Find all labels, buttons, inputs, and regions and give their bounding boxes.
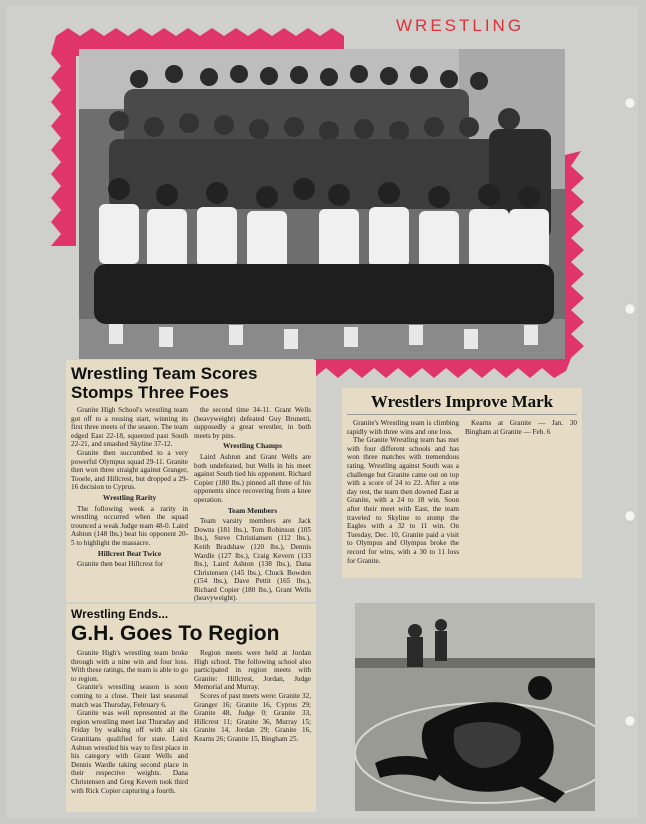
binder-hole — [624, 303, 636, 315]
article-goes-to-region — [66, 604, 316, 812]
article1-subhead: Wrestling Rarity — [102, 492, 157, 502]
article3-kicker: Wrestling Ends... — [71, 607, 169, 621]
article2-headline: Wrestlers Improve Mark — [347, 392, 577, 415]
article3-paragraph: Granite's wrestling season is soon coming to a close. Their last seasonal match was Thursday, February 6. — [71, 683, 188, 709]
scrapbook-heading: WRESTLING — [396, 16, 525, 35]
article1-paragraph: Team varsity members are Jack Downs (181 lbs.), Tom Robinson (105 lbs.), Steve Christiansen (112 lbs.), Keith Bradshaw (120 lbs.), Dennis Wardle (127 lbs.), Craig Kevern (133 lbs.), Laird Ashton (138 lbs.), Dana Christensen (145 lbs.), Chuck Bowden (154 lbs.), Dave Pettit (165 lbs.), Richard Copier (180 lbs.), Grant Wells (heavyweight). — [194, 517, 311, 603]
article2-schedule: Kearns at Granite — Jan. 30 Bingham at Granite — Feb. 6 — [465, 419, 577, 436]
article3-headline: G.H. Goes To Region — [71, 622, 280, 645]
binder-hole — [624, 510, 636, 522]
scrapbook-page — [6, 6, 638, 818]
article1-paragraph: Granite High School's wrestling team got off to a rousing start, winning its first three meets of the season. The team edged East 22-18, squeezed past South 22-21, and smashed Skyline 37-12. — [71, 406, 188, 449]
article1-paragraph: The following week a rarity in wrestling occurred when the squad trounced a weak Judge team 48-0. Laird Ashton (148 lbs.) beat his opponent 20-5 to highlight the massacre. — [71, 504, 188, 547]
article-improve-mark — [342, 388, 582, 578]
article1-paragraph: Granite then succumbed to a very powerful Olympus squad 29-11. Granite then won three straight against Granger, Tooele, and Hillcrest, but dropped a 29-16 decision to Cyprus. — [71, 448, 188, 492]
article2-paragraph: The Granite Wrestling team has met with four different schools and has won three matches with tremendous rating. Wrestling against South was a challenge but Granite came out on top with a score of 24 to 22. After a one day rest, the team then downed East at Granite, with a 24 to 18 win. Soon after their meet with East, the team traveled to Skyline to stomp the Eagles with a 32 to 11 win. On Tuesday, Dec. 10, Granite paid a visit to Olympus and Olympus broke the record for wins, with a 30 to 11 loss for Granite. — [347, 436, 459, 565]
article3-paragraph: Granite High's wrestling team broke through with a nine win and four loss. With these ratings, the team is able to go to region. — [71, 649, 188, 683]
article1-subhead: Hillcrest Beat Twice — [97, 548, 162, 558]
article3-paragraph: Scores of past meets were: Granite 32, Granger 16; Granite 16, Cyprus 29; Granite 48, Judge 0; Granite 33, Hillcrest 11; Granite 36, Murray 15; Granite 14, Jordan 29; Granite 16, Kearns 26; Granite 15, Bingham 25. — [194, 691, 311, 743]
article3-paragraph: Granite was well represented at the region wrestling meet last Thursday and Friday by walking off with all six Granitians qualified for state. Laird Ashton wrestled his way to first place in his category with Grant Wells and Dennis Wardle taking second place in their respective weights. Dana Christensen and Greg Kevern took third with Rick Copier capturing a fourth. — [71, 709, 188, 795]
article1-subhead: Wrestling Champs — [222, 441, 283, 451]
article1-headline: Wrestling Team Scores Stomps Three Foes — [71, 364, 258, 402]
team-photo — [79, 49, 565, 359]
article1-paragraph: Laird Ashton and Grant Wells are both undefeated, but Wells in his meet against South tied his opponent. Richard Copier (180 lbs.) pinned all three of his opponents since recovering from a knee operation. — [194, 452, 311, 504]
action-photo — [355, 603, 595, 811]
wrestling-action-art — [355, 603, 595, 811]
binder-hole — [624, 97, 636, 109]
article-team-scores — [66, 360, 316, 602]
article1-paragraph: Granite then beat Hillcrest for — [77, 560, 164, 569]
article2-paragraph: Granite's Wrestling team is climbing rapidly with three wins and one loss. — [347, 419, 459, 436]
article1-paragraph: the second time 34-11. Grant Wells (heavyweight) defeated Guy Brunetti, supposedly a great wrestler, in both meets by pins. — [194, 406, 311, 440]
article3-paragraph: Region meets were held at Jordan High school. The following school also participated in region meets with Granite: Hillcrest, Jordan, Judge Memorial and Murray. — [194, 649, 311, 692]
article1-subhead: Team Members — [227, 505, 278, 515]
team-photo-art — [79, 49, 565, 359]
binder-hole — [624, 715, 636, 727]
